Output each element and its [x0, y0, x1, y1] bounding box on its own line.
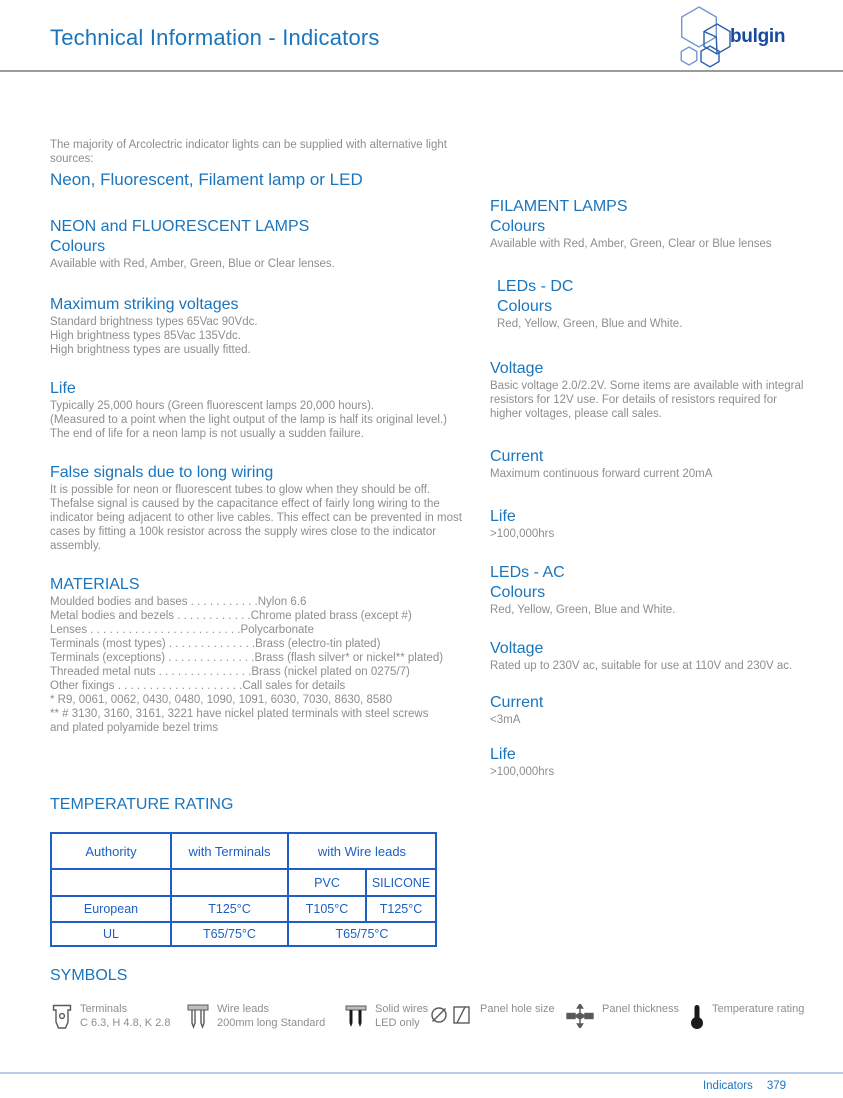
table-cell: T65/75°C: [171, 922, 288, 946]
bulgin-logo-icon: [672, 5, 738, 69]
table-subheader-silicone: SILICONE: [366, 869, 436, 896]
leds-ac-life-heading: Life: [490, 746, 516, 763]
bulgin-logo: [672, 5, 792, 69]
symbols-section: [50, 966, 810, 1045]
wire-leads-icon: [187, 1004, 209, 1030]
striking-line: Standard brightness types 65Vac 90Vdc.: [50, 316, 258, 328]
footer-label: Indicators: [702, 1080, 753, 1092]
table-row: [51, 922, 436, 946]
table-subheader-pvc: PVC: [288, 869, 366, 896]
leds-dc-life-heading: Life: [490, 508, 516, 525]
leds-ac-heading: LEDs - AC: [490, 564, 565, 581]
neon-colours-heading: Colours: [50, 238, 106, 255]
symbol-temperature: [690, 1003, 804, 1030]
leds-dc-voltage-heading: Voltage: [490, 360, 544, 377]
leds-ac-voltage-heading: Voltage: [490, 640, 544, 657]
false-signals-text: It is possible for neon or fluorescent tubes to glow when they should be off. Thefalse signal is caused by the capacitance effect of fairly long wiring to the indicator being adjacent to other live cables. This effect can be prevented in most cases by fitting a 100k resistor across the supply wires close to the indicator assembly.: [50, 484, 462, 552]
table-header-terminals: with Terminals: [171, 833, 288, 869]
footer-page-number: 379: [766, 1080, 786, 1092]
terminals-icon: [52, 1004, 72, 1030]
table-cell: T125°C: [366, 896, 436, 922]
symbol-sublabel: LED only: [375, 1016, 420, 1029]
intro-text: The majority of Arcolectric indicator lights can be supplied with alternative light sources:: [50, 139, 447, 165]
footer-divider: [0, 1072, 843, 1074]
neon-fluorescent-heading: NEON and FLUORESCENT LAMPS: [50, 218, 310, 235]
leds-dc-life-text: >100,000hrs: [490, 528, 555, 540]
materials-note: * R9, 0061, 0062, 0430, 0480, 1090, 1091, 6030, 7030, 8630, 8580: [50, 694, 393, 706]
materials-line: Threaded metal nuts . . . . . . . . . . . . . . .Brass (nickel plated on 0275/7): [50, 666, 410, 678]
filament-heading: FILAMENT LAMPS: [490, 198, 628, 215]
materials-note: and plated polyamide bezel trims: [50, 722, 219, 734]
leds-dc-current-text: Maximum continuous forward current 20mA: [490, 468, 713, 480]
leds-dc-heading: LEDs - DC: [497, 278, 574, 295]
leds-dc-voltage-text: Basic voltage 2.0/2.2V. Some items are available with integral resistors for 12V use. For details of resistors required for higher voltages, please call sales.: [490, 380, 804, 420]
panel-thickness-icon: [566, 1004, 594, 1028]
leds-dc-current-heading: Current: [490, 448, 544, 465]
leds-dc-colours-text: Red, Yellow, Green, Blue and White.: [497, 318, 683, 330]
leds-ac-colours-heading: Colours: [490, 584, 546, 601]
intro-subtitle: Neon, Fluorescent, Filament lamp or LED: [50, 170, 363, 189]
neon-life-heading: Life: [50, 380, 76, 397]
symbol-sublabel: C 6.3, H 4.8, K 2.8: [80, 1016, 171, 1029]
right-column: [490, 197, 835, 779]
table-cell: UL: [51, 922, 171, 946]
leds-ac-current-text: <3mA: [490, 714, 521, 726]
footer: [703, 1080, 786, 1092]
temperature-rating-table: [50, 832, 437, 947]
table-cell: T65/75°C: [288, 922, 436, 946]
solid-wires-icon: [345, 1004, 367, 1030]
symbol-label: Solid wires: [375, 1003, 429, 1015]
header-divider: [0, 70, 843, 72]
symbol-label: Wire leads: [217, 1003, 269, 1015]
symbol-solid-wires: [345, 1003, 428, 1030]
page-title: Technical Information - Indicators: [50, 25, 380, 50]
materials-heading: MATERIALS: [50, 576, 140, 593]
table-cell-empty: [51, 869, 171, 896]
symbol-label: Panel hole size: [480, 1003, 555, 1015]
neon-life-line: The end of life for a neon lamp is not usually a sudden failure.: [50, 428, 364, 440]
table-header-wire-leads: with Wire leads: [288, 833, 436, 869]
materials-line: Terminals (most types) . . . . . . . . . . . . . .Brass (electro-tin plated): [50, 638, 381, 650]
table-cell: European: [51, 896, 171, 922]
symbols-heading: SYMBOLS: [50, 967, 128, 984]
table-cell: T105°C: [288, 896, 366, 922]
table-header-authority: Authority: [51, 833, 171, 869]
neon-life-line: Typically 25,000 hours (Green fluorescent lamps 20,000 hours).: [50, 400, 375, 412]
striking-line: High brightness types 85Vac 135Vdc.: [50, 330, 241, 342]
leds-ac-current-heading: Current: [490, 694, 544, 711]
temperature-rating-section: [50, 795, 470, 947]
materials-note: ** # 3130, 3160, 3161, 3221 have nickel plated terminals with steel screws: [50, 708, 429, 720]
filament-colours-text: Available with Red, Amber, Green, Clear or Blue lenses: [490, 238, 772, 250]
materials-line: Other fixings . . . . . . . . . . . . . . . . . . . .Call sales for details: [50, 680, 346, 692]
table-cell-empty: [171, 869, 288, 896]
striking-voltages-heading: Maximum striking voltages: [50, 296, 239, 313]
symbol-label: Panel thickness: [602, 1003, 680, 1015]
panel-hole-icon: [430, 1004, 472, 1026]
symbol-sublabel: 200mm long Standard: [217, 1016, 326, 1029]
materials-line: Metal bodies and bezels . . . . . . . . . . . .Chrome plated brass (except #): [50, 610, 412, 622]
leds-ac-life-text: >100,000hrs: [490, 766, 555, 778]
materials-line: Lenses . . . . . . . . . . . . . . . . . . . . . . . .Polycarbonate: [50, 624, 314, 636]
symbol-label: Temperature rating: [712, 1003, 805, 1015]
left-column: [50, 138, 476, 735]
materials-line: Moulded bodies and bases . . . . . . . . . . .Nylon 6.6: [50, 596, 307, 608]
leds-ac-voltage-text: Rated up to 230V ac, suitable for use at 110V and 230V ac.: [490, 660, 793, 672]
leds-ac-colours-text: Red, Yellow, Green, Blue and White.: [490, 604, 676, 616]
symbols-row: [50, 1003, 810, 1045]
filament-colours-heading: Colours: [490, 218, 546, 235]
symbol-wire-leads: [187, 1003, 325, 1030]
false-signals-heading: False signals due to long wiring: [50, 464, 274, 481]
symbol-terminals: [52, 1003, 171, 1030]
neon-life-line: (Measured to a point when the light output of the lamp is half its original level.): [50, 414, 447, 426]
table-cell: T125°C: [171, 896, 288, 922]
materials-line: Terminals (exceptions) . . . . . . . . . . . . . .Brass (flash silver* or nickel** plated): [50, 652, 444, 664]
symbol-label: Terminals: [80, 1003, 128, 1015]
temperature-rating-heading: TEMPERATURE RATING: [50, 796, 234, 813]
symbol-panel-thickness: [566, 1003, 679, 1028]
striking-line: High brightness types are usually fitted.: [50, 344, 251, 356]
symbol-panel-hole: [430, 1003, 555, 1026]
bulgin-logo-text: bulgin: [730, 26, 786, 47]
neon-colours-text: Available with Red, Amber, Green, Blue or Clear lenses.: [50, 258, 335, 270]
temperature-icon: [690, 1004, 704, 1030]
leds-dc-colours-heading: Colours: [497, 298, 553, 315]
table-row: [51, 896, 436, 922]
